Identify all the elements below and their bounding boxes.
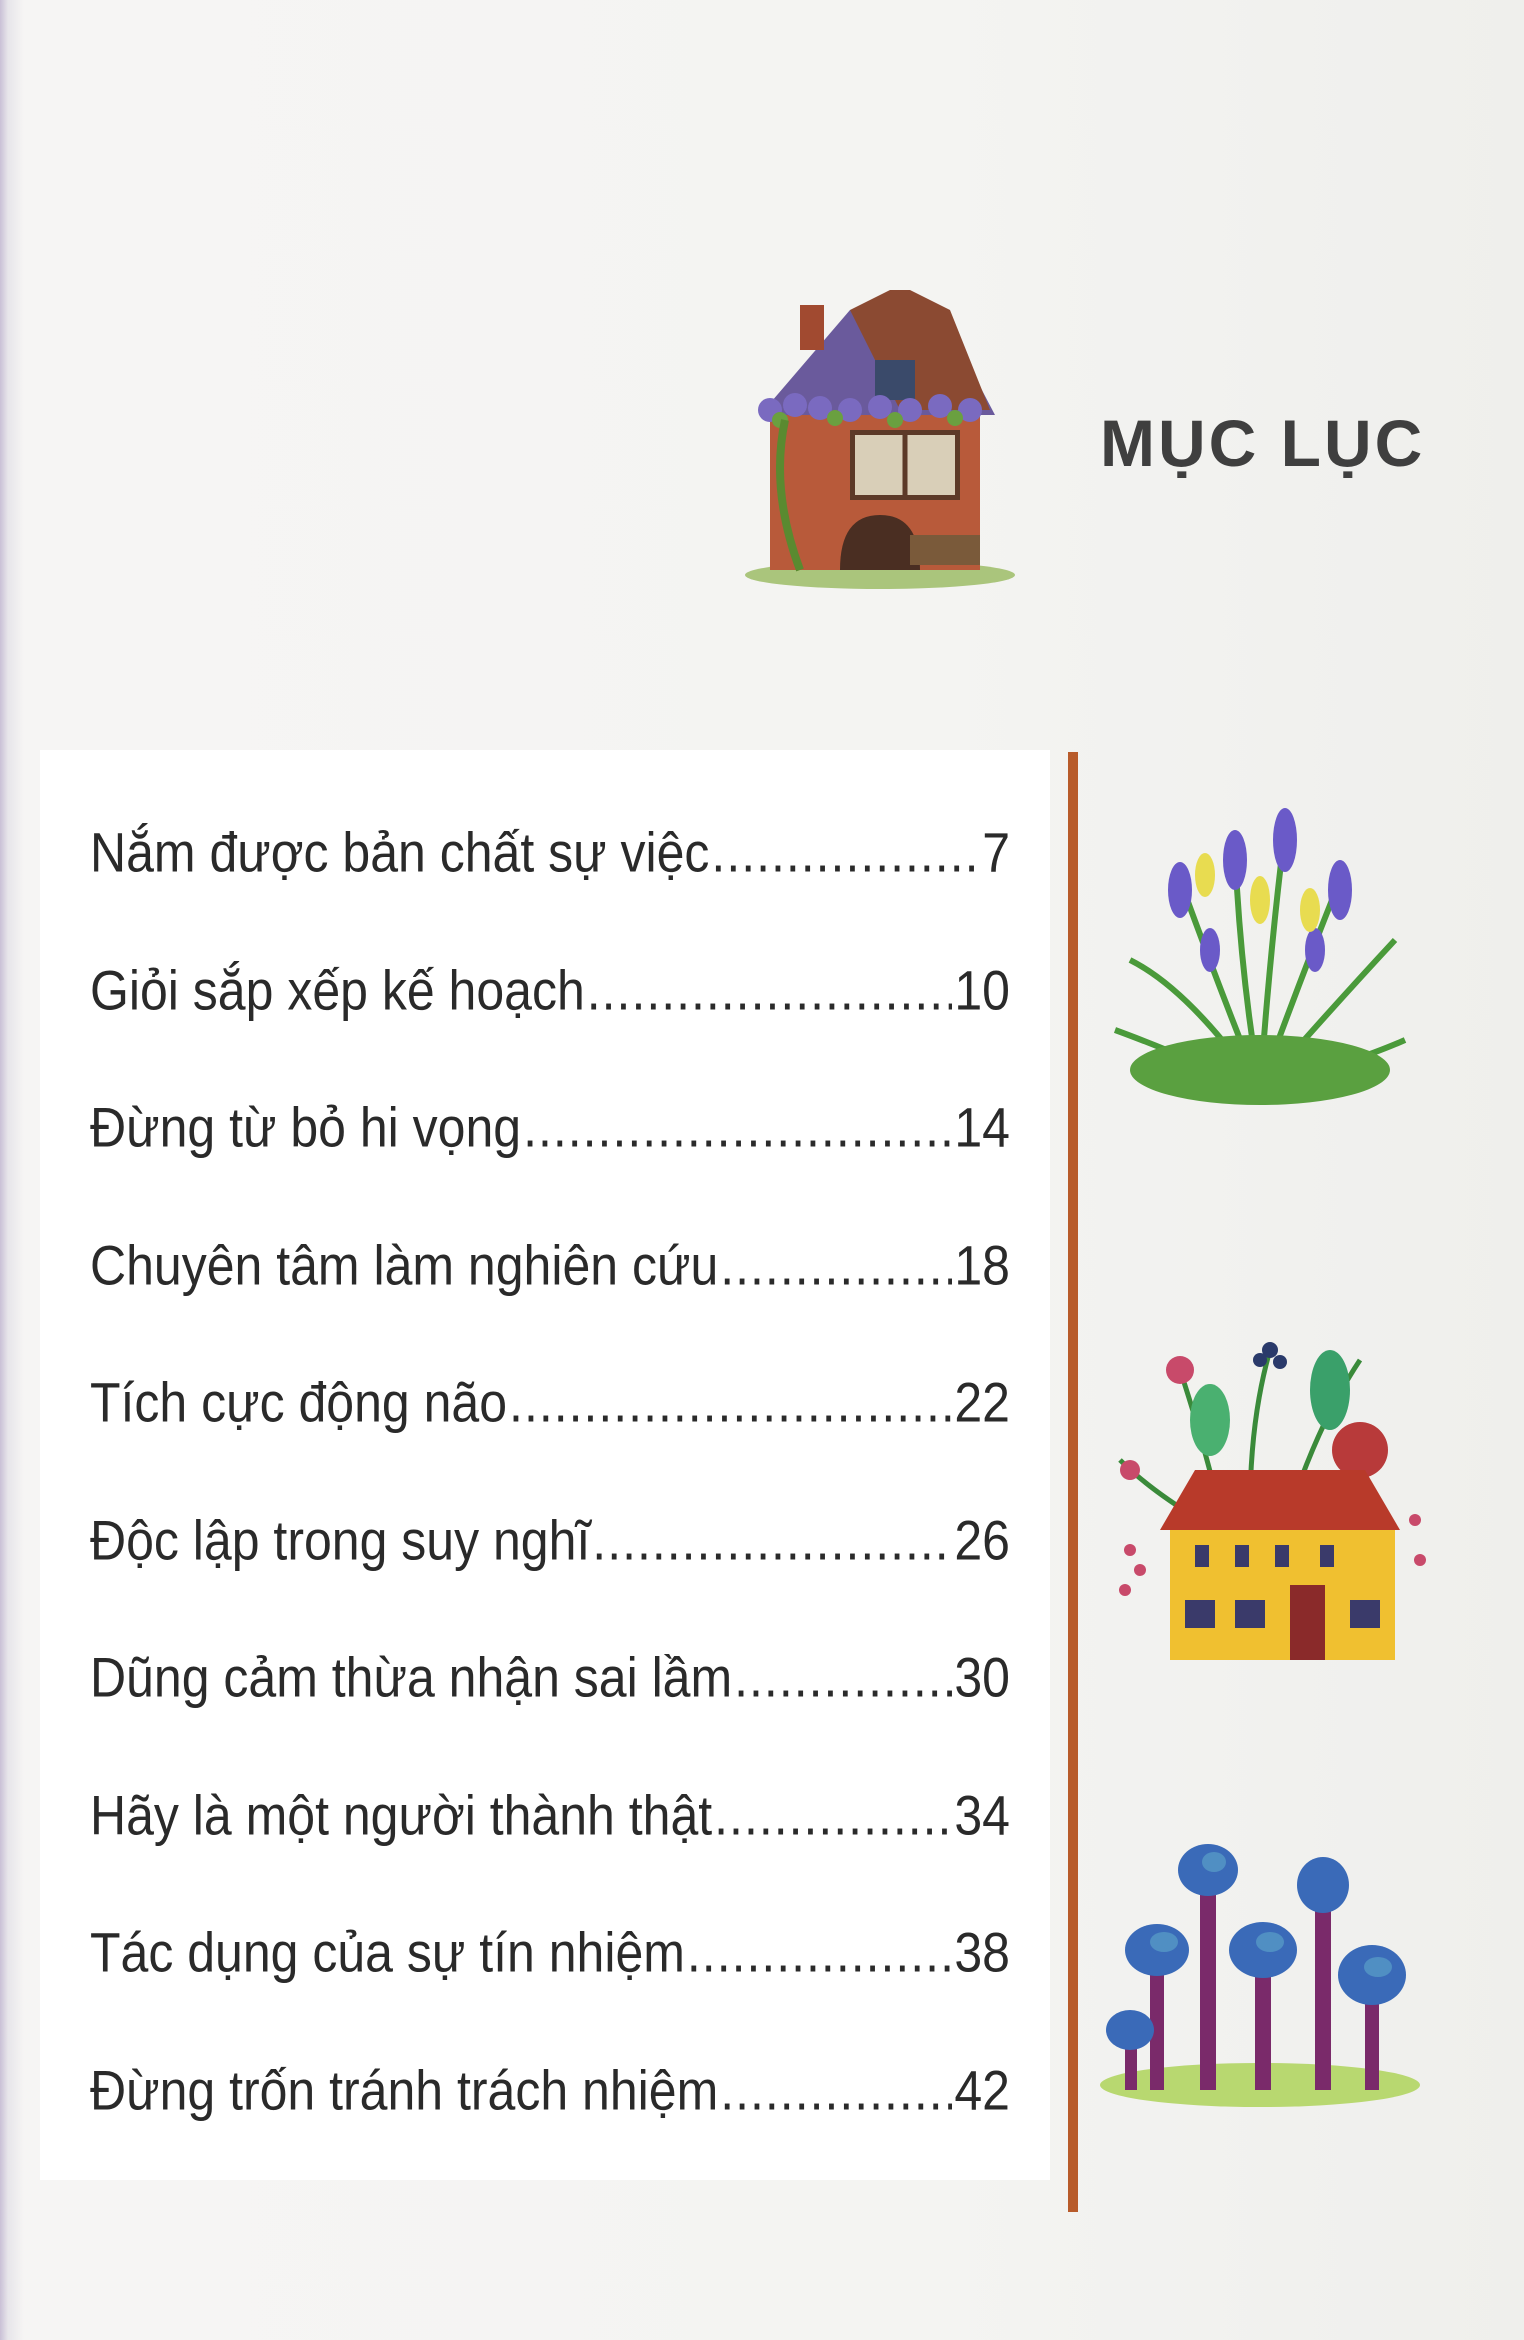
toc-entry-page: 22 <box>954 1371 1010 1434</box>
toc-entry-page: 42 <box>954 2058 1010 2122</box>
dot-leader <box>509 1370 952 1435</box>
lavender-bush-icon <box>1110 790 1410 1110</box>
toc-entry-title: Độc lập trong suy nghĩ <box>90 1508 591 1572</box>
toc-entry-title: Chuyên tâm làm nghiên cứu <box>90 1233 719 1297</box>
toc-entry-page: 14 <box>954 1096 1010 1159</box>
dot-leader <box>687 1920 952 1985</box>
dot-leader <box>523 1095 952 1160</box>
toc-entry-page: 34 <box>954 1783 1010 1847</box>
toc-entry-page: 38 <box>954 1921 1010 1984</box>
toc-entry[interactable] <box>90 958 1010 1112</box>
toc-entry[interactable] <box>90 1233 1010 1387</box>
toc-entry-page: 30 <box>954 1646 1010 1709</box>
toc-entry-title: Đừng trốn tránh trách nhiệm <box>90 2058 719 2122</box>
toc-entry[interactable] <box>90 1920 1010 2074</box>
dot-leader <box>592 1508 952 1573</box>
toc-entry[interactable] <box>90 1508 1010 1662</box>
toc-entry-title: Nắm được bản chất sự việc <box>90 821 710 884</box>
toc-entry-page: 26 <box>954 1508 1010 1572</box>
dot-leader <box>720 2058 952 2123</box>
dot-leader <box>714 1783 952 1848</box>
toc-entry[interactable] <box>90 2058 1010 2212</box>
dot-leader <box>711 820 980 885</box>
toc-entry-title: Tác dụng của sự tín nhiệm <box>90 1921 685 1984</box>
dot-leader <box>734 1645 952 1710</box>
divider-line <box>1068 752 1078 2212</box>
toc-entry[interactable] <box>90 1095 1010 1249</box>
toc-entry-page: 10 <box>954 958 1010 1022</box>
toc-entry[interactable] <box>90 1645 1010 1799</box>
toc-entry-title: Đừng từ bỏ hi vọng <box>90 1096 522 1159</box>
table-of-contents <box>90 820 1010 2195</box>
toc-entry[interactable] <box>90 1783 1010 1937</box>
dot-leader <box>587 958 953 1023</box>
blue-trees-icon <box>1090 1830 1430 2110</box>
toc-entry-title: Tích cực động não <box>90 1371 508 1434</box>
toc-entry-title: Dũng cảm thừa nhận sai lầm <box>90 1646 733 1709</box>
dot-leader <box>720 1233 952 1298</box>
toc-entry-title: Giỏi sắp xếp kế hoạch <box>90 958 585 1022</box>
toc-entry-title: Hãy là một người thành thật <box>90 1783 713 1847</box>
toc-entry-page: 7 <box>982 821 1010 884</box>
toc-entry[interactable] <box>90 820 1010 974</box>
toc-entry[interactable] <box>90 1370 1010 1524</box>
page-title: MỤC LỤC <box>1100 406 1426 480</box>
toc-entry-page: 18 <box>954 1233 1010 1297</box>
yellow-house-flowers-icon <box>1100 1330 1430 1670</box>
brick-cottage-icon <box>740 290 1020 590</box>
